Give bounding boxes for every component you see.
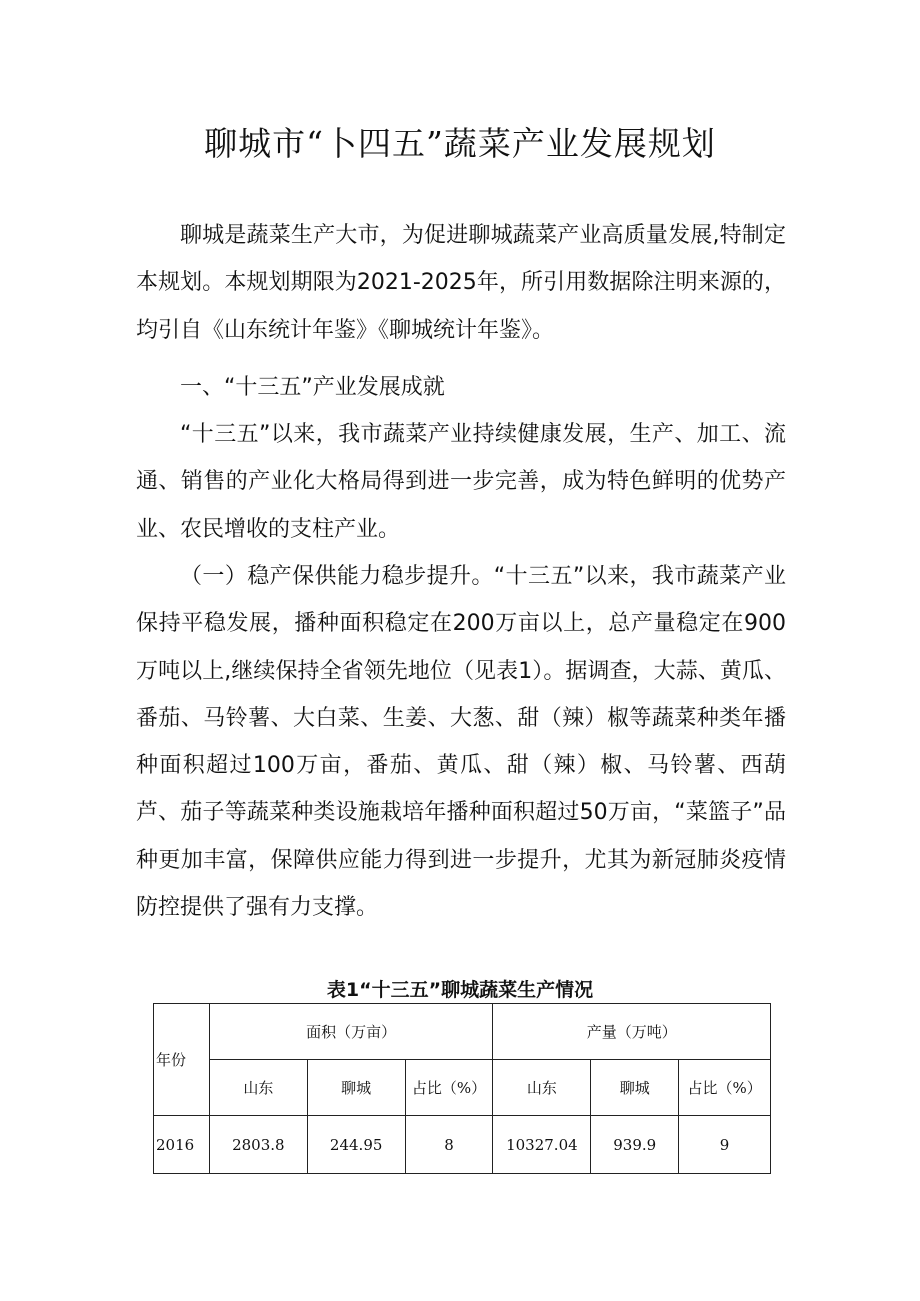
- row-area-shandong: 2803.8: [209, 1116, 307, 1174]
- row-output-share: 9: [679, 1116, 771, 1174]
- row-output-shandong: 10327.04: [493, 1116, 591, 1174]
- area-liaocheng-header: 聊城: [307, 1060, 405, 1116]
- output-group-header: 产量（万吨）: [493, 1004, 771, 1060]
- row-year: 2016: [154, 1116, 210, 1174]
- output-liaocheng-header: 聊城: [591, 1060, 679, 1116]
- area-group-header: 面积（万亩）: [209, 1004, 492, 1060]
- year-header: 年份: [154, 1004, 210, 1116]
- section-heading-achievements: 一、“十三五”产业发展成就: [180, 375, 445, 400]
- vegetable-production-table: [153, 1003, 771, 1174]
- supply-capacity-paragraph: （一）稳产保供能力稳步提升。“十三五”以来，我市蔬菜产业保持平稳发展，播种面积稳定在200万亩以上，总产量稳定在900万吨以上,继续保持全省领先地位（见表1）。据调查，大蒜、黄瓜、番茄、马铃薯、大白菜、生姜、大葱、甜（辣）椒等蔬菜种类年播种面积超过100万亩，番茄、黄瓜、甜（辣）椒、马铃薯、西葫芦、茄子等蔬菜种类设施栽培年播种面积超过50万亩，“菜篮子”品种更加丰富，保障供应能力得到进一步提升，尤其为新冠肺炎疫情防控提供了强有力支撑。: [136, 564, 786, 921]
- table-caption: 表1“十三五”聊城蔬菜生产情况: [326, 979, 594, 1001]
- row-output-liaocheng: 939.9: [591, 1116, 679, 1174]
- intro-paragraph: 聊城是蔬菜生产大市，为促进聊城蔬菜产业高质量发展,特制定本规划。本规划期限为2021-2025年，所引用数据除注明来源的，均引自《山东统计年鉴》《聊城统计年鉴》。: [136, 223, 786, 343]
- area-share-header: 占比（%）: [405, 1060, 493, 1116]
- area-shandong-header: 山东: [209, 1060, 307, 1116]
- document-title: 聊城市“卜四五”蔬菜产业发展规划: [204, 124, 716, 163]
- row-area-liaocheng: 244.95: [307, 1116, 405, 1174]
- row-area-share: 8: [405, 1116, 493, 1174]
- output-share-header: 占比（%）: [679, 1060, 771, 1116]
- table-row: [154, 1116, 771, 1174]
- achievements-paragraph: “十三五”以来，我市蔬菜产业持续健康发展，生产、加工、流通、销售的产业化大格局得到进一步完善，成为特色鲜明的优势产业、农民增收的支柱产业。: [136, 422, 786, 542]
- output-shandong-header: 山东: [493, 1060, 591, 1116]
